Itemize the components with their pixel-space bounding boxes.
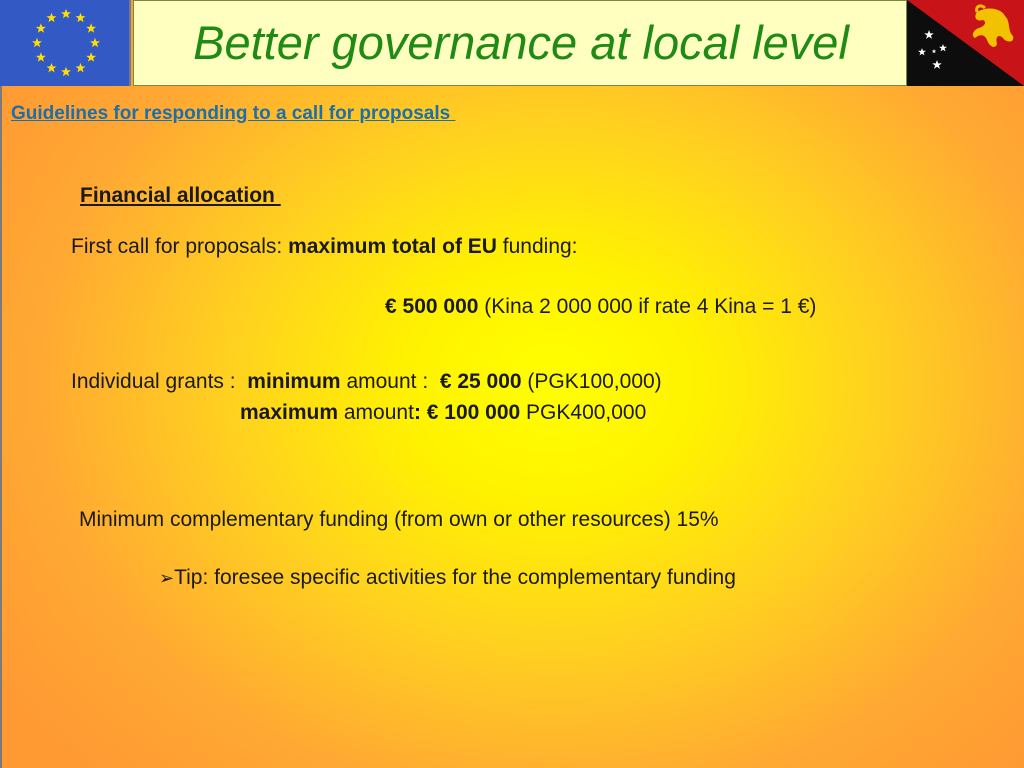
grants-max-rest: PGK400,000 <box>520 401 647 424</box>
grants-min-value: € 25 000 <box>434 370 522 393</box>
grants-prefix: Individual grants : <box>71 370 248 393</box>
first-call-line <box>71 235 578 259</box>
tip-text: Tip: foresee specific activities for the complementary funding <box>174 566 736 589</box>
eu-star-icon <box>90 38 100 47</box>
grants-max-value: : € 100 000 <box>413 401 521 424</box>
grants-max-line <box>240 401 646 425</box>
title-box <box>133 0 907 86</box>
total-amount-line <box>385 295 816 319</box>
eu-star-icon <box>61 9 71 18</box>
header-bar <box>0 0 1024 86</box>
grants-min-line <box>71 370 662 394</box>
eu-star-icon <box>32 38 42 47</box>
eu-star-icon <box>86 23 96 32</box>
slide-left-border <box>0 86 2 768</box>
tip-line <box>159 566 736 590</box>
eu-star-icon <box>36 23 46 32</box>
complementary-funding-line: Minimum complementary funding (from own or other resources) 15% <box>79 508 719 531</box>
grants-min-rest: (PGK100,000) <box>521 370 662 393</box>
tip-bullet-icon: ➢ <box>159 568 175 589</box>
png-flag-graphic <box>907 0 1024 86</box>
first-call-bold: maximum total of EU <box>288 235 497 258</box>
eu-star-icon <box>47 63 57 72</box>
eu-star-icon <box>76 13 86 22</box>
subtitle-link: Guidelines for responding to a call for proposals <box>11 103 456 124</box>
first-call-prefix: First call for proposals: <box>71 235 289 258</box>
eu-star-icon <box>47 13 57 22</box>
total-amount-bold: € 500 000 <box>385 295 479 318</box>
grants-max-bold: maximum <box>240 401 339 424</box>
eu-star-icon <box>76 63 86 72</box>
eu-flag-icon <box>0 0 131 86</box>
papua-new-guinea-flag-icon <box>907 0 1024 86</box>
eu-star-icon <box>61 67 71 76</box>
eu-stars-circle <box>0 0 129 86</box>
grants-min-mid: amount : <box>340 370 434 393</box>
section-heading: Financial allocation <box>80 184 281 207</box>
eu-star-icon <box>36 52 46 61</box>
eu-star-icon <box>86 52 96 61</box>
grants-max-mid: amount <box>338 401 414 424</box>
page-title: Better governance at local level <box>193 16 849 69</box>
grants-min-bold: minimum <box>247 370 341 393</box>
first-call-suffix: funding: <box>496 235 578 258</box>
total-amount-rest: (Kina 2 000 000 if rate 4 Kina = 1 €) <box>478 295 817 318</box>
